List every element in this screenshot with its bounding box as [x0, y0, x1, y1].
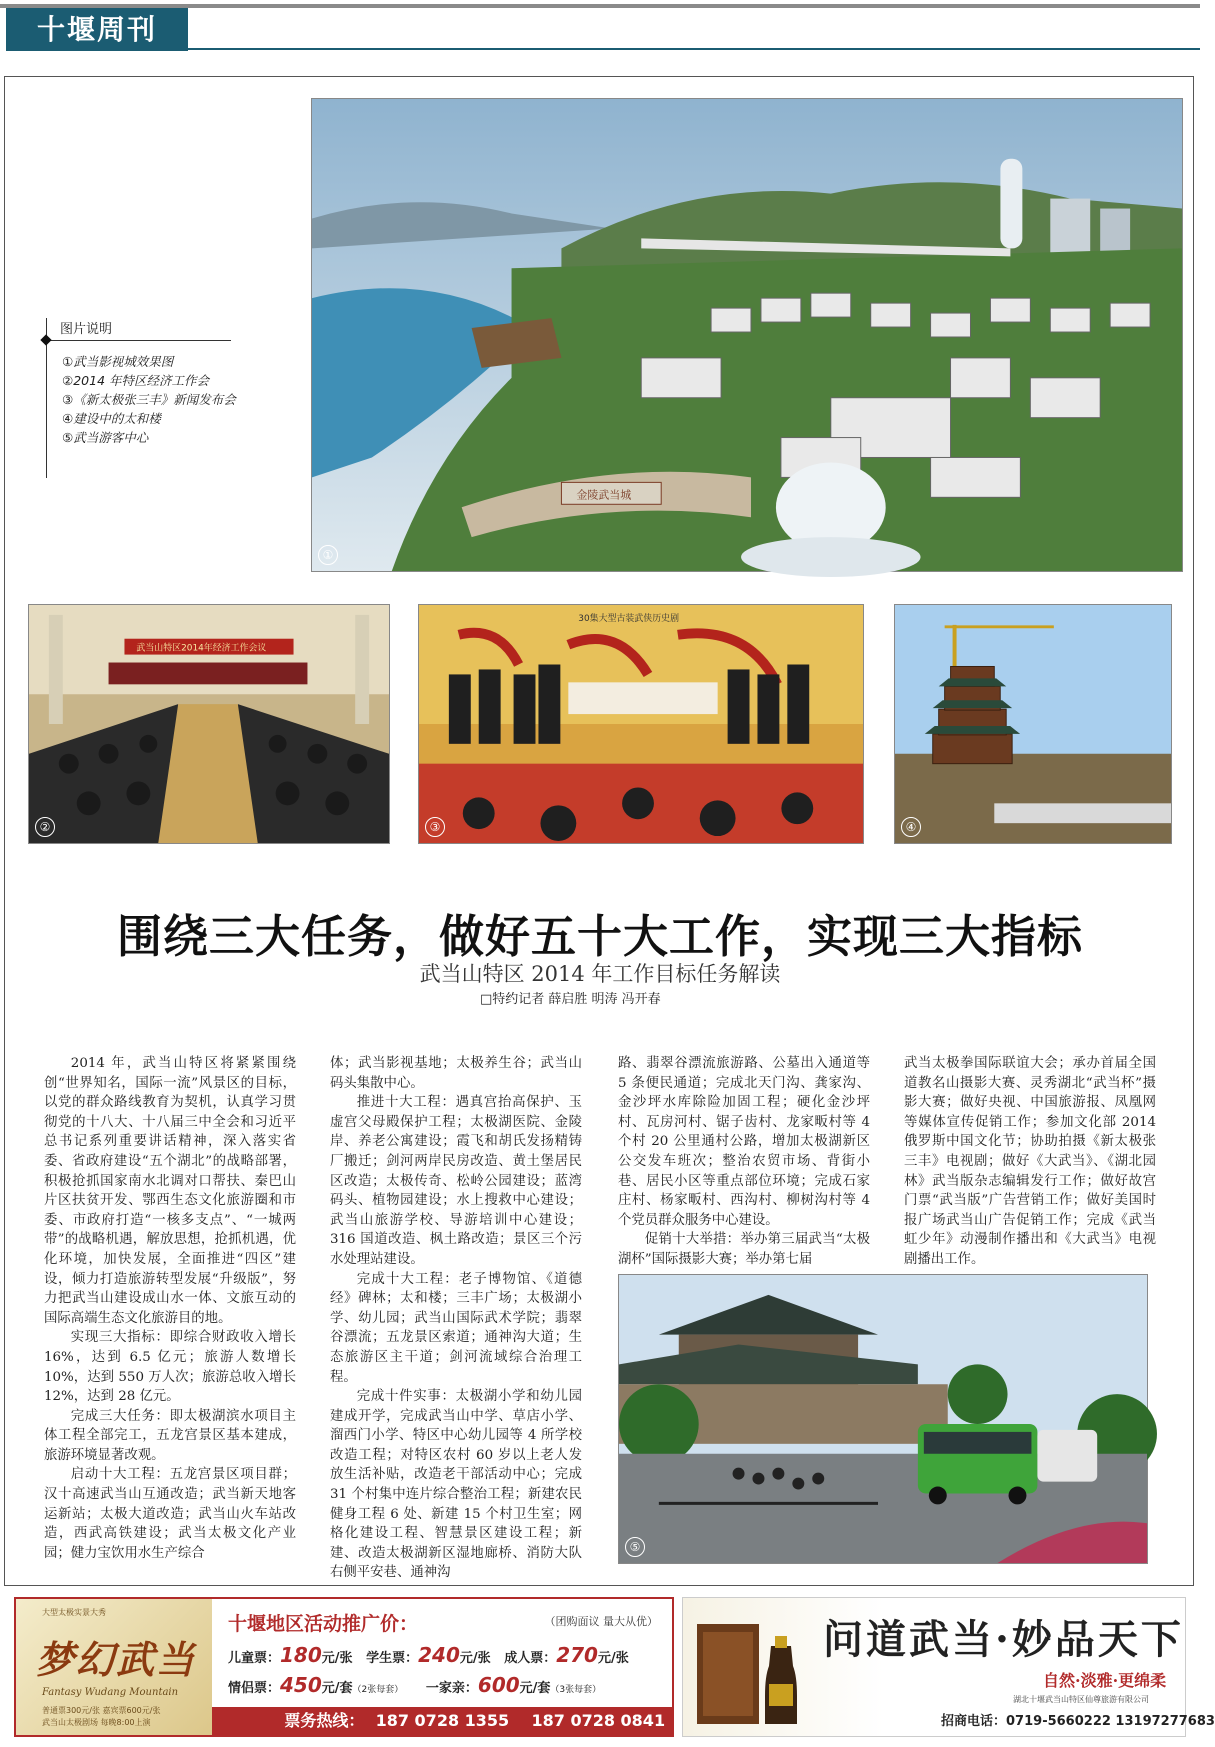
article-column-2	[330, 1054, 582, 1583]
paragraph: 完成三大任务：即太极湖滨水项目主体工程全部完工，五龙宫景区基本建成，旅游环境显著改观。	[44, 1408, 296, 1463]
caption-item: ③《新太极张三丰》新闻发布会	[62, 392, 236, 407]
publication-title: 十堰周刊	[6, 8, 188, 51]
caption-item: ①武当影视城效果图	[62, 354, 174, 369]
photo-visitor-center	[618, 1274, 1148, 1564]
ad-small-line-2: 武当山太极剧场 每晚8:00上演	[42, 1718, 151, 1727]
photo-press-conference	[418, 604, 864, 844]
photo-number-2: ②	[35, 817, 55, 837]
article-subheadline: 武当山特区 2014 年工作目标任务解读	[419, 962, 781, 986]
ad-brand-en: Fantasy Wudang Mountain	[42, 1687, 179, 1698]
ad-wudang-liquor	[682, 1597, 1215, 1737]
header-rule	[188, 48, 1200, 50]
article-column-3	[618, 1054, 870, 1270]
ad-phone	[941, 1710, 1215, 1729]
ad-fantasy-wudang-logo	[16, 1599, 212, 1735]
article-byline: □特约记者 薛启胜 明涛 冯开春	[480, 992, 661, 1007]
caption-item: ④建设中的太和楼	[62, 411, 161, 426]
photo-film-city-rendering	[311, 98, 1183, 572]
ad-group-note: （团购面议 量大从优）	[544, 1615, 658, 1628]
ad-tagline: 自然·淡雅·更绵柔	[1043, 1671, 1167, 1690]
ad-brand-cn: 梦幻武当	[36, 1637, 197, 1682]
ad-hotline-label: 票务热线：	[284, 1711, 365, 1730]
ad-price-title: 十堰地区活动推广价：	[228, 1613, 419, 1635]
ad-hotline-bar	[212, 1707, 672, 1735]
paragraph: 推进十大工程：遇真宫抬高保护、玉虚宫父母殿保护工程；太极湖医院、金陵岸、养老公寓建设；霞飞和胡氏发扬精铸厂搬迁；剑河两岸民房改造、黄土堡居民区改造；太极传奇、松岭公园建设；蓝湾码头、植物园建设；水上搜救中心建设；武当山旅游学校、导游培训中心建设；316 国道改造、枫土路改造；景区三个污水处理站建设。	[330, 1095, 582, 1267]
ad-price-panel	[212, 1599, 672, 1735]
ad-phone-number: 0719-5660222 13197277683	[1006, 1714, 1215, 1729]
liquor-bottle-image	[693, 1606, 813, 1730]
article-column-1	[44, 1054, 296, 1563]
paragraph: 启动十大工程：五龙宫景区项目群；汉十高速武当山互通改造；武当新天地客运新站；太极大道改造；武当山火车站改造，西武高铁建设；武当太极文化产业园；健力宝饮用水生产综合	[44, 1467, 296, 1561]
press-banner: 30集大型古装武侠历史剧	[578, 613, 680, 624]
article-headline: 围绕三大任务，做好五十大工作，实现三大指标	[116, 910, 1083, 963]
photo-number-4: ④	[901, 817, 921, 837]
photo-number-5: ⑤	[625, 1537, 645, 1557]
caption-item: ⑤武当游客中心	[62, 430, 149, 445]
masthead	[0, 0, 1200, 60]
paragraph: 完成十大工程：老子博物馆、《道德经》碑林；太和楼；三丰广场；太极湖小学、幼儿园；武当山国际武术学院；翡翠谷漂流；五龙景区索道；通神沟大道；生态旅游区主干道；剑河流域综合治理工程。	[330, 1271, 582, 1385]
paragraph: 武当太极拳国际联谊大会；承办首届全国道教名山摄影大赛、灵秀湖北“武当杯”摄影大赛；做好央视、中国旅游报、凤凰网等媒体宣传促销工作；参加文化部 2014 俄罗斯中国文化节；协助拍摄《新太极张三丰》电视剧；做好《大武当》、《湖北园林》武当版杂志编辑发行工作；做好故宫门票“武当版”广告营销工作；做好美国时报广场武当山广告促销工作；完成《武当虹少年》动漫制作播出和《大武当》电视剧播出工作。	[904, 1056, 1156, 1267]
ad-hotline-2: 187 0728 0841	[531, 1711, 666, 1730]
paragraph: 路、翡翠谷漂流旅游路、公墓出入通道等 5 条便民通道；完成北天门沟、龚家沟、金沙坪水库除险加固工程；硬化金沙坪村、瓦房河村、锯子齿村、龙家畈村等 4 个村 20 公里通村公路，增加太极湖新区公交发车班次；整治农贸市场、背街小巷、居民小区等重点部位环境；完成石家庄村、杨家畈村、西沟村、柳树沟村等 4 个党员群众服务中心建设。	[618, 1056, 870, 1228]
caption-item: ②2014 年特区经济工作会	[62, 373, 209, 388]
meeting-banner: 武当山特区2014年经济工作会议	[136, 643, 267, 654]
paragraph: 体；武当影视基地；太极养生谷；武当山码头集散中心。	[330, 1056, 582, 1091]
ad-small-line-1: 普通票300元/张 嘉宾票600元/张	[42, 1706, 161, 1715]
photo-economic-work-meeting	[28, 604, 390, 844]
gate-inscription: 金陵武当城	[576, 488, 632, 502]
ad-top-small: 大型太极实景大秀	[42, 1608, 106, 1617]
photo-taihe-tower	[894, 604, 1172, 844]
ad-price-row-2: 情侣票：450元/套（2张每套） 一家亲：600元/套（3张每套）	[228, 1673, 602, 1697]
ad-phone-label: 招商电话：	[941, 1714, 1007, 1729]
paragraph: 实现三大指标：即综合财政收入增长 16%，达到 6.5 亿元；旅游人数增长 10%，达到 550 万人次；旅游总收入增长 12%，达到 28 亿元。	[44, 1330, 296, 1405]
photo-number-3: ③	[425, 817, 445, 837]
ad-slogan: 问道武当·妙品天下	[823, 1616, 1184, 1663]
caption-title: 图片说明	[60, 322, 113, 337]
paragraph: 2014 年，武当山特区将紧紧围绕创“世界知名，国际一流”风景区的目标，以党的群众路线教育为契机，认真学习贯彻党的十八大、十八届三中全会和习近平总书记系列重要讲话精神，深入落实省委、省政府建设“五个湖北”的战略部署，积极抢抓国家南水北调对口帮扶、秦巴山片区扶贫开发、鄂西生态文化旅游圈和市委、市政府打造“一核多支点”、“一城两带”的战略机遇，解放思想，抢抓机遇，优化环境，加快发展，全面推进“四区”建设，倾力打造旅游转型发展“升级版”，努力把武当山建设成山水一体、文旅互动的国际高端生态文化旅游目的地。	[44, 1056, 296, 1326]
paragraph: 促销十大举措：举办第三届武当“太极湖杯”国际摄影大赛；举办第七届	[618, 1232, 870, 1267]
ad-fantasy-wudang	[14, 1597, 674, 1737]
photo-caption-box	[46, 318, 236, 478]
paragraph: 完成十件实事：太极湖小学和幼儿园建成开学，完成武当山中学、草店小学、溜西门小学、特区中心幼儿园等 4 所学校改造工程；对特区农村 60 岁以上老人发放生活补贴，改造老干部活动中心；完成 31 个村集中连片综合整治工程；新建农民健身工程 6 处、新建 15 个村卫生室；网格化建设工程、智慧景区建设工程；新建、改造太极湖新区湿地廊桥、消防大队右侧平安巷、通神沟	[330, 1389, 582, 1581]
ad-company: 湖北十堰武当山特区仙尊旅游有限公司	[1013, 1695, 1149, 1704]
caption-list	[62, 352, 236, 447]
article-column-4	[904, 1054, 1156, 1270]
ad-price-row-1: 儿童票：180元/张 学生票：240元/张 成人票：270元/张	[228, 1643, 629, 1667]
ad-hotline-1: 187 0728 1355	[375, 1711, 510, 1730]
photo-number-1: ①	[318, 545, 338, 565]
